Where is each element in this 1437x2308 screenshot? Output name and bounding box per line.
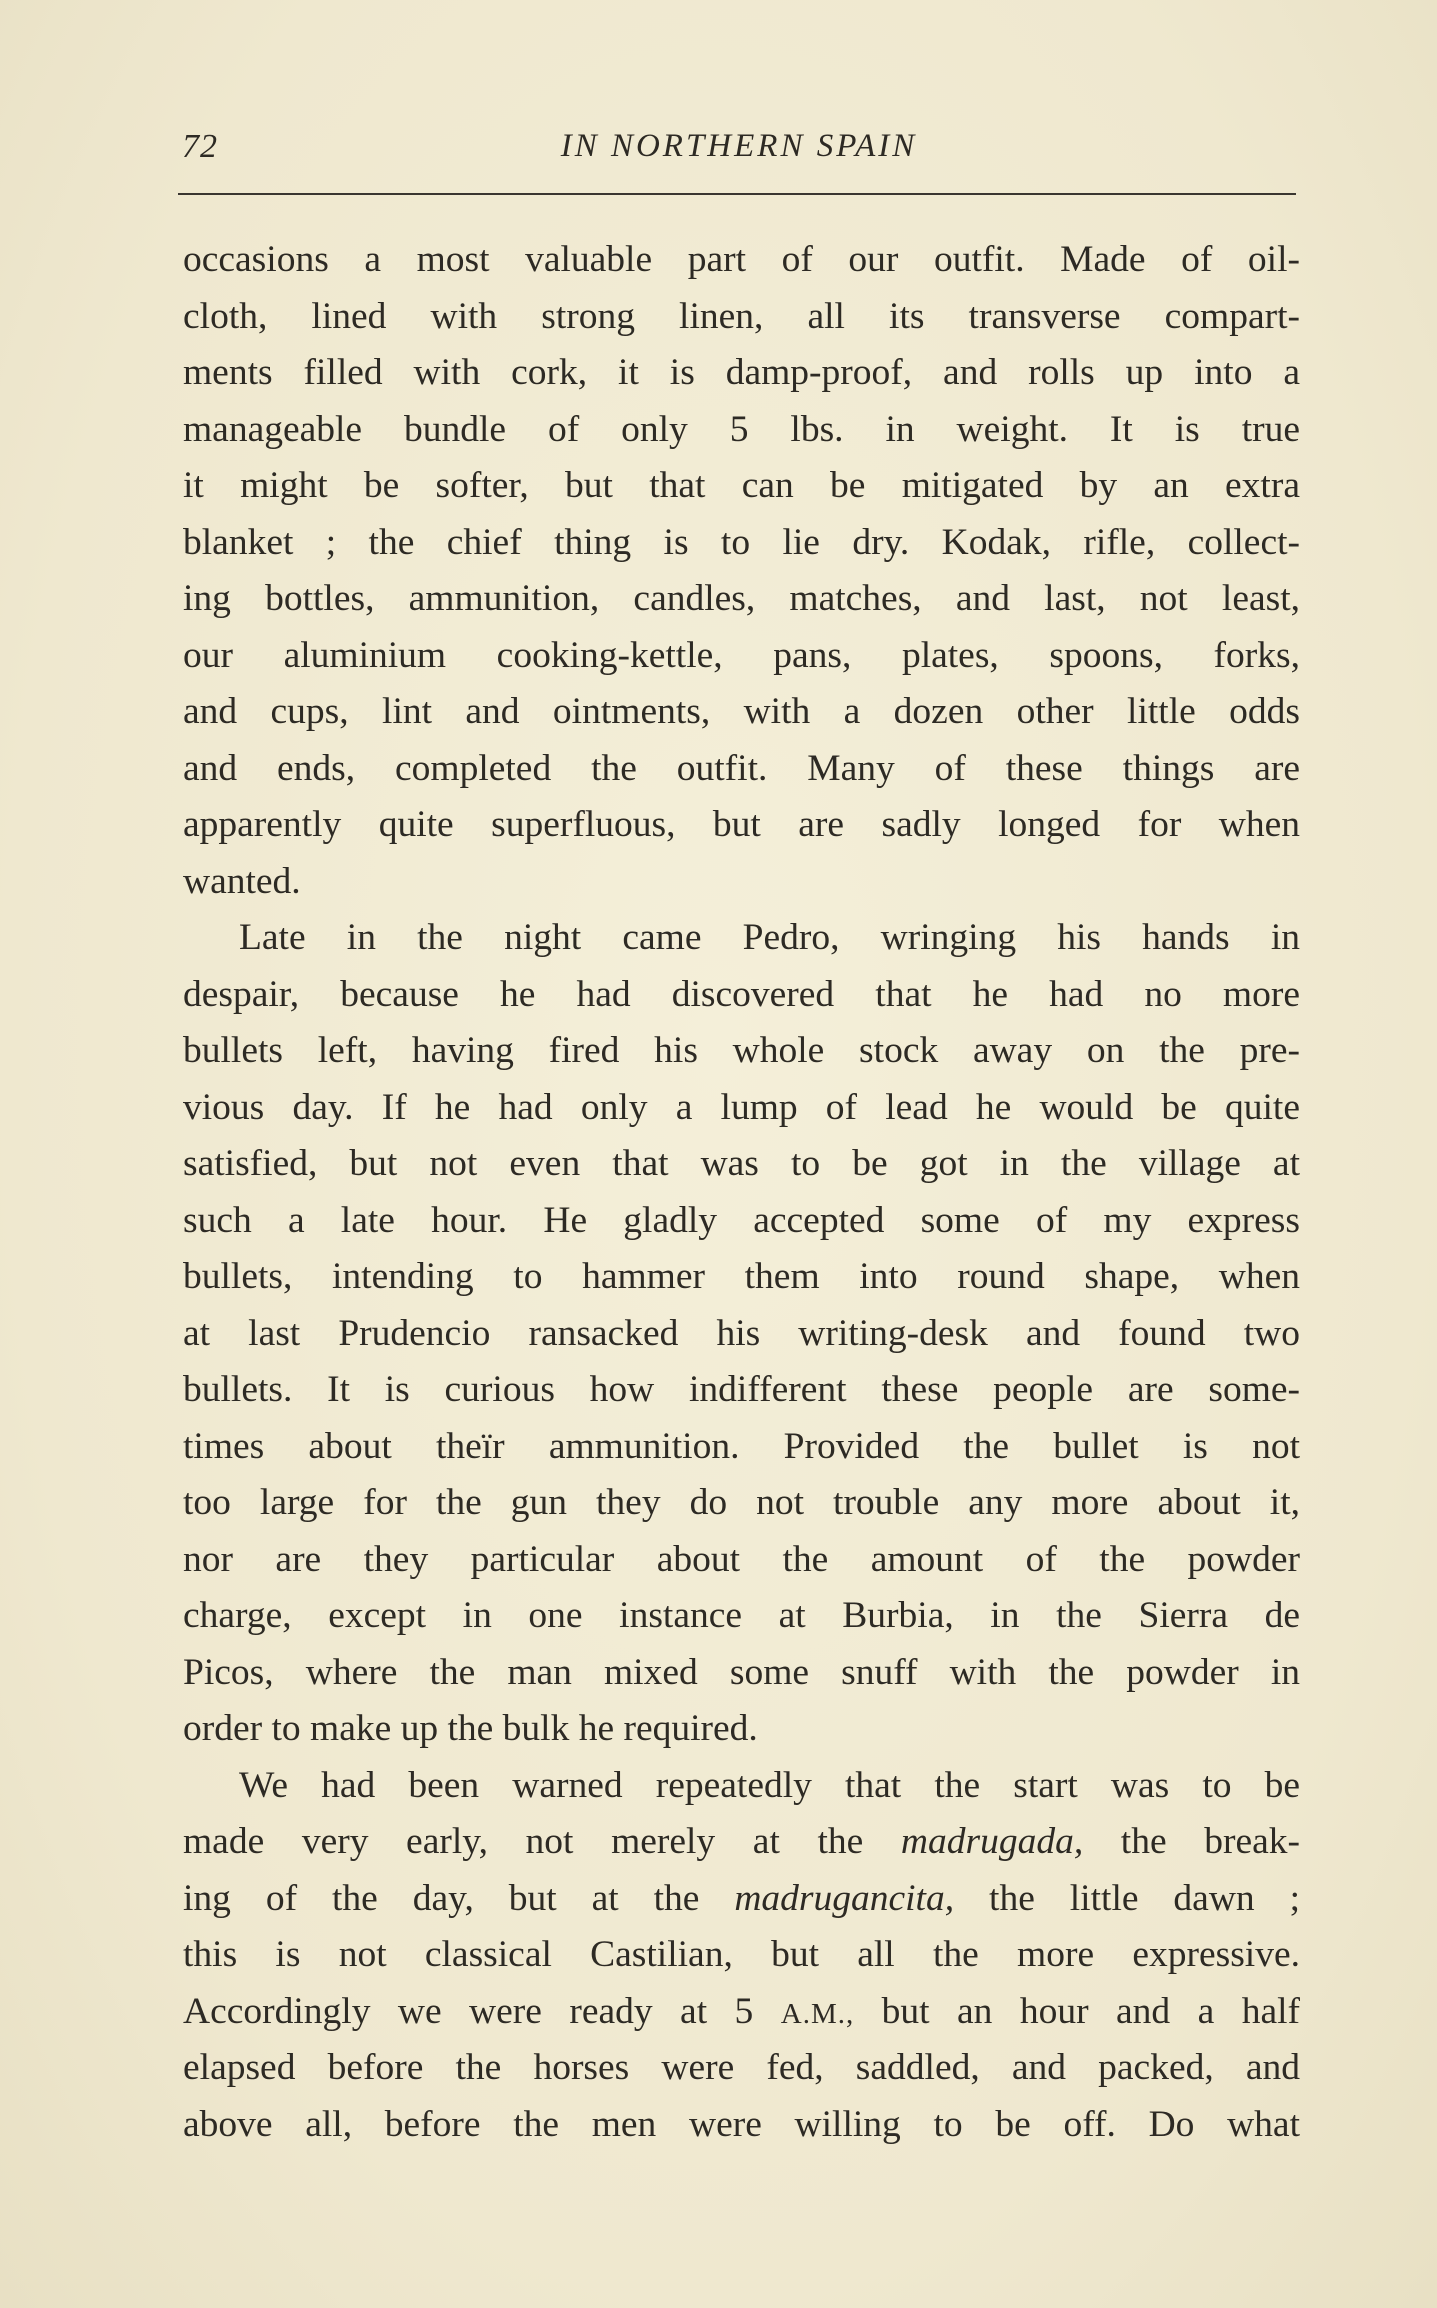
body-text [183, 232, 1300, 2153]
text-line: ing bottles, ammunition, candles, matches, and last, not least, [183, 578, 1300, 619]
text-line: bullets, intending to hammer them into round shape, when [183, 1256, 1300, 1297]
text-line: occasions a most valuable part of our outfit. Made of oil- [183, 239, 1300, 280]
text-line: Late in the night came Pedro, wringing his hands in [239, 917, 1300, 958]
text-line [183, 1984, 1300, 2041]
text-line: elapsed before the horses were fed, saddled, and packed, and [183, 2047, 1300, 2088]
text-line: ments filled with cork, it is damp-proof, and rolls up into a [183, 352, 1300, 393]
text-line: and cups, lint and ointments, with a dozen other little odds [183, 691, 1300, 732]
text-run: the break- [1083, 1821, 1300, 1862]
text-run: ing of the day, but at the [183, 1877, 735, 1919]
running-head [178, 128, 1300, 172]
text-line [183, 1814, 1300, 1871]
running-title: IN NORTHERN SPAIN [560, 128, 918, 164]
small-caps-time: A.M., [780, 1997, 855, 2030]
text-line: it might be softer, but that can be mitigated by an extra [183, 465, 1300, 506]
text-line: this is not classical Castilian, but all the more expressive. [183, 1934, 1300, 1975]
text-run: but an hour and a half [854, 1990, 1300, 2032]
text-line: We had been warned repeatedly that the start was to be [239, 1764, 1300, 1806]
text-line: blanket ; the chief thing is to lie dry. Kodak, rifle, collect- [183, 521, 1300, 563]
text-line: above all, before the men were willing to be off. Do what [183, 2103, 1300, 2145]
text-line: charge, except in one instance at Burbia, in the Sierra de [183, 1595, 1300, 1636]
text-run: made very early, not merely at the [183, 1821, 901, 1862]
page-number: 72 [182, 128, 218, 165]
italic-term: madrugancita, [734, 1877, 955, 1919]
text-line [183, 1871, 1300, 1928]
text-line: nor are they particular about the amount of the powder [183, 1538, 1300, 1580]
header-rule [178, 193, 1296, 195]
text-run: Accordingly we were ready at 5 [183, 1990, 781, 2032]
text-line: such a late hour. He gladly accepted some of my express [183, 1199, 1300, 1241]
text-run: the little dawn ; [954, 1877, 1300, 1919]
text-line: apparently quite superfluous, but are sadly longed for when [183, 804, 1300, 845]
text-line: too large for the gun they do not trouble any more about it, [183, 1482, 1300, 1523]
italic-term: madrugada, [900, 1821, 1084, 1862]
text-line: times about theïr ammunition. Provided the bullet is not [183, 1425, 1300, 1467]
text-line: vious day. If he had only a lump of lead he would be quite [183, 1086, 1300, 1128]
text-line: cloth, lined with strong linen, all its transverse compart- [183, 295, 1300, 337]
text-line: Picos, where the man mixed some snuff with the powder in [183, 1651, 1300, 1693]
text-line: satisfied, but not even that was to be got in the village at [183, 1143, 1300, 1184]
text-line: at last Prudencio ransacked his writing-desk and found two [183, 1312, 1300, 1354]
text-line: order to make up the bulk he required. [183, 1708, 758, 1749]
text-line: bullets left, having fired his whole stock away on the pre- [183, 1030, 1300, 1071]
text-line: wanted. [183, 860, 301, 902]
text-line: despair, because he had discovered that he had no more [183, 973, 1300, 1015]
text-line: our aluminium cooking-kettle, pans, plates, spoons, forks, [183, 634, 1300, 676]
text-line: and ends, completed the outfit. Many of these things are [183, 747, 1300, 789]
text-line: bullets. It is curious how indifferent these people are some- [183, 1369, 1300, 1410]
text-line: manageable bundle of only 5 lbs. in weight. It is true [183, 408, 1300, 450]
